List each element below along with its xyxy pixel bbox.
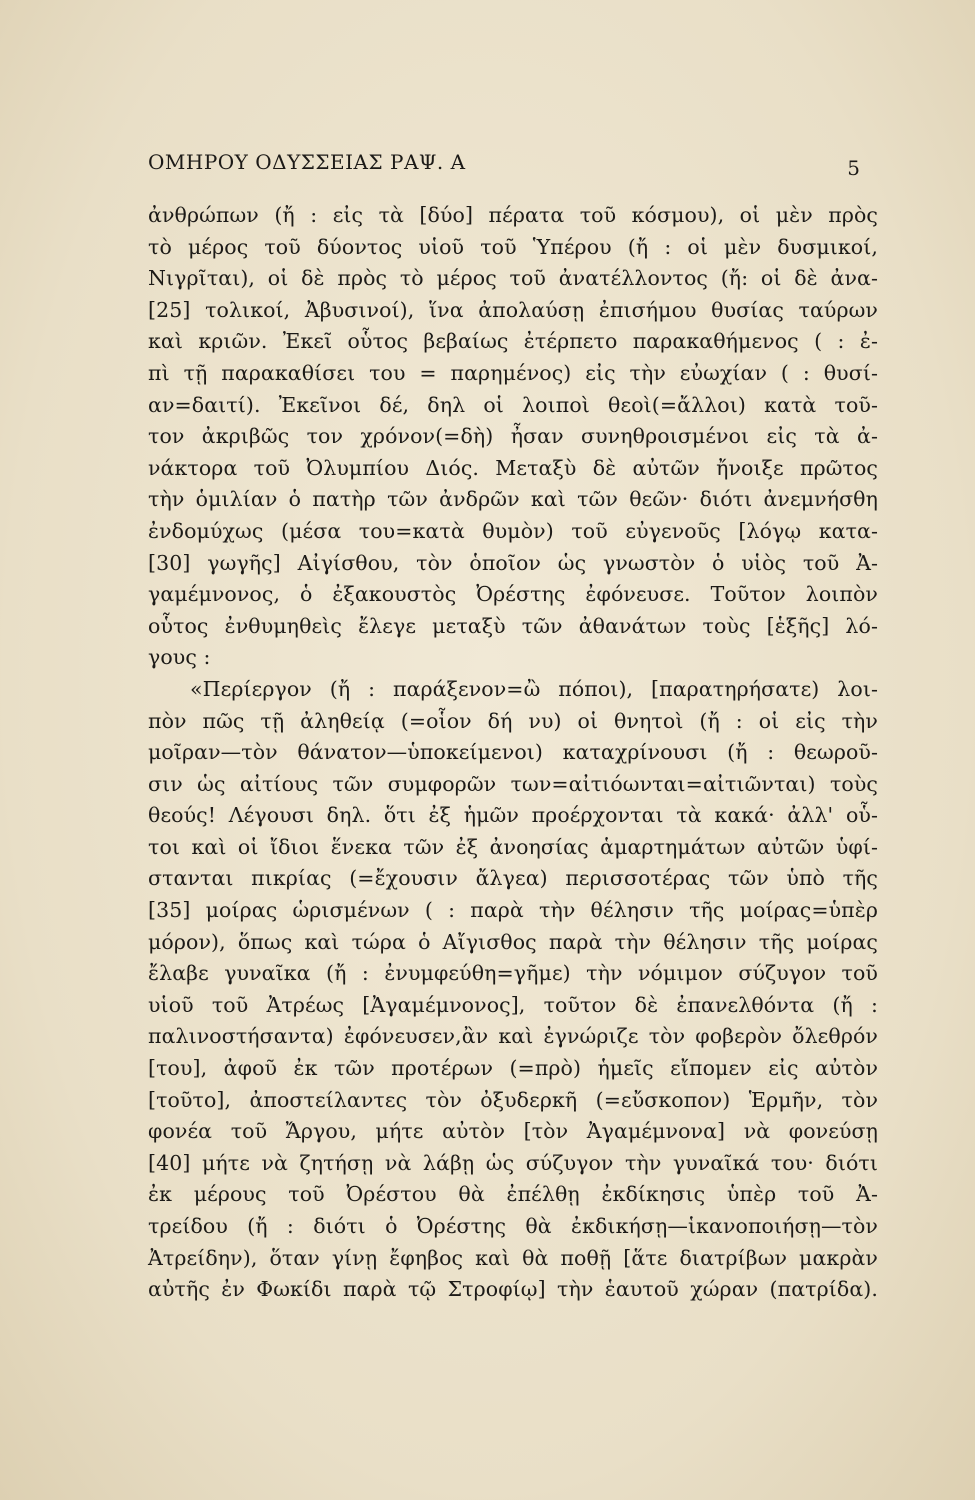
text-line: πὸν πῶς τῇ ἀληθείᾳ (=οἷον δή νυ) οἱ θνητοὶ (ἤ : οἱ εἰς τὴν: [148, 708, 878, 733]
text-line: Ἀτρείδην), ὅταν γίνῃ ἔφηβος καὶ θὰ ποθῇ [ἅτε διατρίβων μακρὰν: [148, 1245, 878, 1270]
text-line: ἐκ μέρους τοῦ Ὀρέστου θὰ ἐπέλθῃ ἐκδίκησις ὑπὲρ τοῦ Ἀ-: [148, 1182, 878, 1207]
text-line: αὐτῆς ἐν Φωκίδι παρὰ τῷ Στροφίῳ] τὴν ἑαυτοῦ χώραν (πατρίδα).: [148, 1277, 878, 1302]
text-line: υἱοῦ τοῦ Ἀτρέως [Ἀγαμέμνονος], τοῦτον δὲ ἐπανελθόντα (ἤ :: [148, 992, 878, 1017]
text-line: [25] τολικοί, Ἀβυσινοί), ἵνα ἀπολαύσῃ ἐπισήμου θυσίας ταύρων: [148, 297, 878, 322]
running-head: ΟΜΗΡΟΥ ΟΔΥΣΣΕΙΑΣ ΡΑΨ. Α: [148, 150, 466, 174]
text-line: ἔλαβε γυναῖκα (ἤ : ἐνυμφεύθη=γῆμε) τὴν νόμιμον σύζυγον τοῦ: [148, 961, 878, 986]
text-line: τον ἀκριβῶς τον χρόνον(=δὴ) ἦσαν συνηθροισμένοι εἰς τὰ ἀ-: [148, 424, 878, 449]
text-line: [τοῦτο], ἀποστείλαντες τὸν ὀξυδερκῆ (=εὔσκοπον) Ἑρμῆν, τὸν: [148, 1087, 878, 1112]
text-line: [του], ἀφοῦ ἐκ τῶν προτέρων (=πρὸ) ἡμεῖς εἴπομεν εἰς αὐτὸν: [148, 1056, 878, 1081]
body-text: [148, 200, 878, 1306]
text-line: γαμέμνονος, ὁ ἐξακουστὸς Ὀρέστης ἐφόνευσε. Τοῦτον λοιπὸν: [148, 582, 878, 607]
text-line: πὶ τῇ παρακαθίσει του = παρημένος) εἰς τὴν εὐωχίαν ( : θυσί-: [148, 360, 878, 385]
text-line: σιν ὡς αἰτίους τῶν συμφορῶν των=αἰτιόωνται=αἰτιῶνται) τοὺς: [148, 771, 878, 796]
text-line: ἀνθρώπων (ἤ : εἰς τὰ [δύο] πέρατα τοῦ κόσμου), οἱ μὲν πρὸς: [148, 203, 878, 227]
text-line: στανται πικρίας (=ἔχουσιν ἄλγεα) περισσοτέρας τῶν ὑπὸ τῆς: [148, 866, 878, 891]
text-line: μοῖραν—τὸν θάνατον—ὑποκείμενοι) καταχρίνουσι (ἤ : θεωροῦ-: [148, 740, 878, 765]
text-line: αν=δαιτί). Ἐκεῖνοι δέ, δηλ οἱ λοιποὶ θεοὶ(=ἄλλοι) κατὰ τοῦ-: [148, 392, 878, 417]
text-line: παλινοστήσαντα) ἐφόνευσεν,ἂν καὶ ἐγνώριζε τὸν φοβερὸν ὄλεθρόν: [148, 1024, 878, 1049]
text-line: τρείδου (ἤ : διότι ὁ Ὀρέστης θὰ ἐκδικήσῃ—ἱκανοποιήσῃ—τὸν: [148, 1214, 878, 1238]
text-line: [40] μήτε νὰ ζητήσῃ νὰ λάβῃ ὡς σύζυγον τὴν γυναῖκά του· διότι: [148, 1150, 878, 1175]
text-line: μόρον), ὅπως καὶ τώρα ὁ Αἴγισθος παρὰ τὴν θέλησιν τῆς μοίρας: [148, 929, 878, 954]
text-line: θεούς! Λέγουσι δηλ. ὅτι ἐξ ἡμῶν προέρχονται τὰ κακά· ἀλλ' οὗ-: [148, 803, 878, 828]
text-line: φονέα τοῦ Ἄργου, μήτε αὐτὸν [τὸν Ἀγαμέμνονα] νὰ φονεύσῃ: [148, 1119, 878, 1144]
page-number: 5: [847, 156, 860, 180]
text-line: Νιγρῖται), οἱ δὲ πρὸς τὸ μέρος τοῦ ἀνατέλλοντος (ἤ: οἱ δὲ ἀνα-: [148, 266, 878, 291]
text-line: γους :: [148, 645, 211, 670]
text-line: τὸ μέρος τοῦ δύοντος υἱοῦ τοῦ Ὑπέρου (ἤ : οἱ μὲν δυσμικοί,: [148, 234, 878, 259]
text-line: τοι καὶ οἱ ἴδιοι ἕνεκα τῶν ἐξ ἀνοησίας ἁμαρτημάτων αὐτῶν ὑφί-: [148, 834, 878, 859]
text-line: [35] μοίρας ὡρισμένων ( : παρὰ τὴν θέλησιν τῆς μοίρας=ὑπὲρ: [148, 898, 878, 923]
text-line: ἐνδομύχως (μέσα του=κατὰ θυμὸν) τοῦ εὐγενοῦς [λόγῳ κατα-: [148, 518, 878, 543]
text-line: οὗτος ἐνθυμηθεὶς ἔλεγε μεταξὺ τῶν ἀθανάτων τοὺς [ἑξῆς] λό-: [148, 613, 878, 638]
text-line: καὶ κριῶν. Ἐκεῖ οὗτος βεβαίως ἐτέρπετο παρακαθήμενος ( : ἐ-: [148, 329, 878, 354]
text-line: «Περίεργον (ἤ : παράξενον=ὢ πόποι), [παρατηρήσατε) λοι-: [190, 676, 878, 701]
page-header: [148, 150, 860, 184]
text-line: [30] γωγῆς] Αἰγίσθου, τὸν ὁποῖον ὡς γνωστὸν ὁ υἱὸς τοῦ Ἀ-: [148, 550, 878, 575]
text-line: τὴν ὁμιλίαν ὁ πατὴρ τῶν ἀνδρῶν καὶ τῶν θεῶν· διότι ἀνεμνήσθη: [148, 487, 878, 512]
text-line: νάκτορα τοῦ Ὀλυμπίου Διός. Μεταξὺ δὲ αὐτῶν ἤνοιξε πρῶτος: [148, 455, 878, 480]
